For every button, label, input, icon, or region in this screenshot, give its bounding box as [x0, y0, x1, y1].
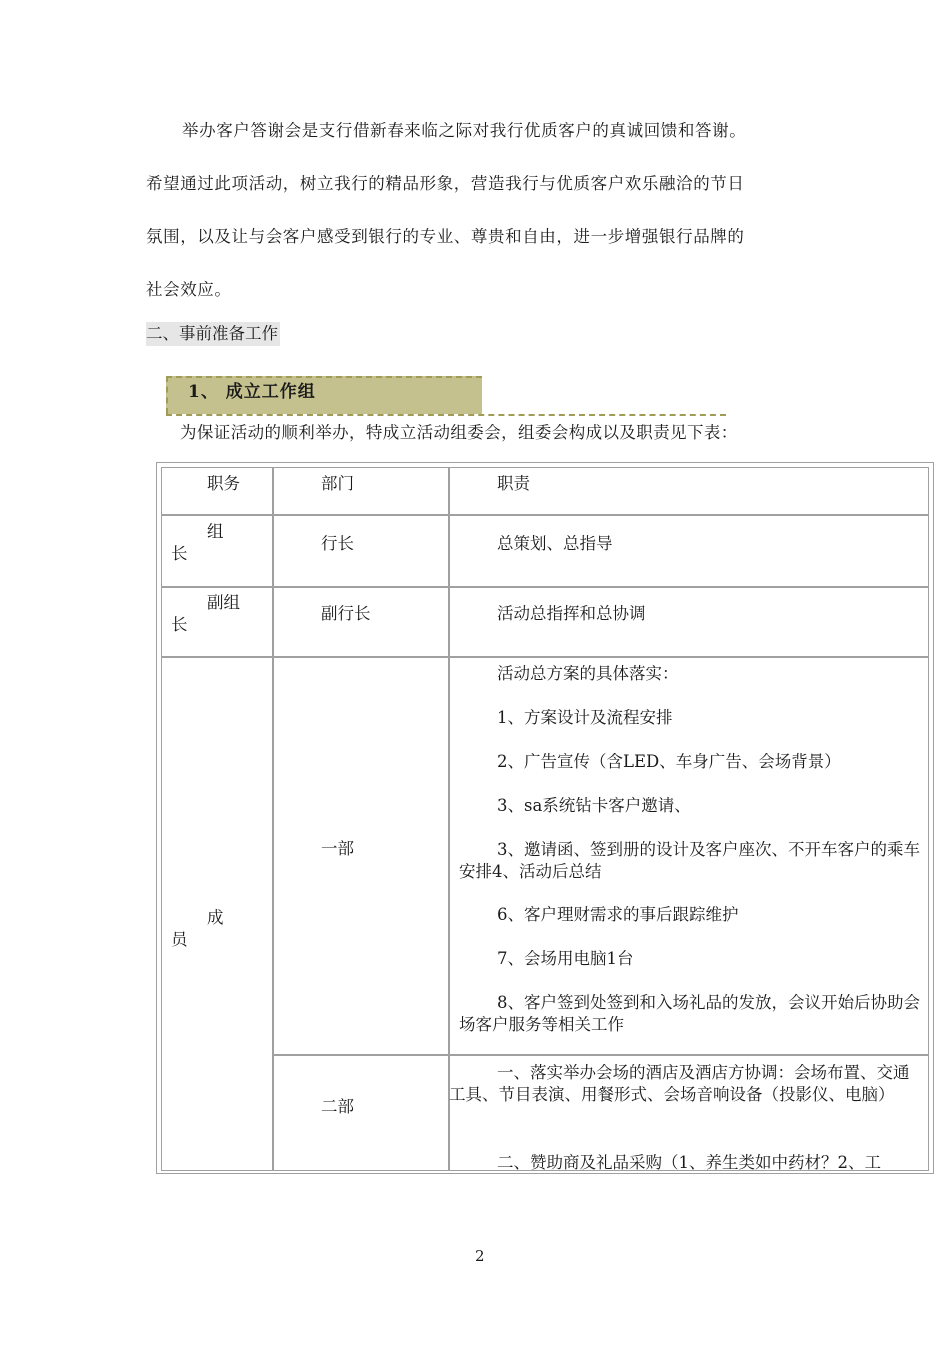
leader-dept-cell [273, 515, 449, 587]
header-duty: 职责 [497, 474, 530, 493]
leader-duty: 总策划、总指导 [497, 534, 613, 553]
intro-line-2: 希望通过此项活动，树立我行的精品形象，营造我行与优质客户欢乐融洽的节日 [146, 174, 745, 193]
dept2-duty-0: 一、落实举办会场的酒店及酒店方协调：会场布置、交通工具、节目表演、用餐形式、会场音响设备（投影仪、电脑） [449, 1063, 910, 1104]
dept1-cell [273, 657, 449, 1055]
page-number: 2 [475, 1247, 485, 1265]
subsection-intro: 为保证活动的顺利举办，特成立活动组委会，组委会构成以及职责见下表： [180, 423, 738, 442]
dept1-duty-3: 3、sa系统钻卡客户邀请、 [497, 796, 691, 815]
members-role-b: 员 [171, 930, 188, 949]
dept1-duty-1: 1、方案设计及流程安排 [497, 708, 673, 727]
header-cell-dept [273, 467, 449, 515]
deputy-duty: 活动总指挥和总协调 [497, 604, 646, 623]
deputy-role-a: 副组 [207, 593, 240, 612]
dept1-duty-4: 3、邀请函、签到册的设计及客户座次、不开车客户的乘车安排4、活动后总结 [459, 840, 920, 881]
leader-role-a: 组 [207, 522, 224, 541]
dept1-duty-6: 7、会场用电脑1台 [497, 949, 634, 968]
dept2-duty-1: 二、赞助商及礼品采购（1、养生类如中药材？2、工 [497, 1153, 881, 1170]
header-role: 职务 [207, 474, 240, 493]
dept2-name: 二部 [321, 1097, 354, 1116]
dept1-duty-2: 2、广告宣传（含LED、车身广告、会场背景） [497, 752, 841, 771]
intro-line-4: 社会效应。 [146, 280, 232, 299]
leader-dept: 行长 [321, 534, 354, 553]
deputy-role-b: 长 [171, 615, 188, 634]
members-role-a: 成 [207, 908, 224, 927]
deputy-dept: 副行长 [321, 604, 371, 623]
dept1-duty-5: 6、客户理财需求的事后跟踪维护 [497, 905, 739, 924]
header-dept: 部门 [321, 474, 354, 493]
dept1-duty-7: 8、客户签到处签到和入场礼品的发放，会议开始后协助会场客户服务等相关工作 [459, 993, 920, 1034]
dept2-cell [273, 1055, 449, 1171]
committee-table [156, 462, 934, 1174]
dept1-duty-0: 活动总方案的具体落实： [497, 664, 679, 683]
intro-line-3: 氛围，以及让与会客户感受到银行的专业、尊贵和自由，进一步增强银行品牌的 [146, 227, 745, 246]
section-heading: 二、事前准备工作 [146, 322, 280, 346]
subsection-heading: 1、 成立工作组 [188, 382, 316, 402]
leader-role-b: 长 [171, 544, 188, 563]
intro-line-1: 举办客户答谢会是支行借新春来临之际对我行优质客户的真诚回馈和答谢。 [182, 121, 747, 140]
dept1-name: 一部 [321, 839, 354, 858]
subsection-divider [166, 414, 726, 416]
